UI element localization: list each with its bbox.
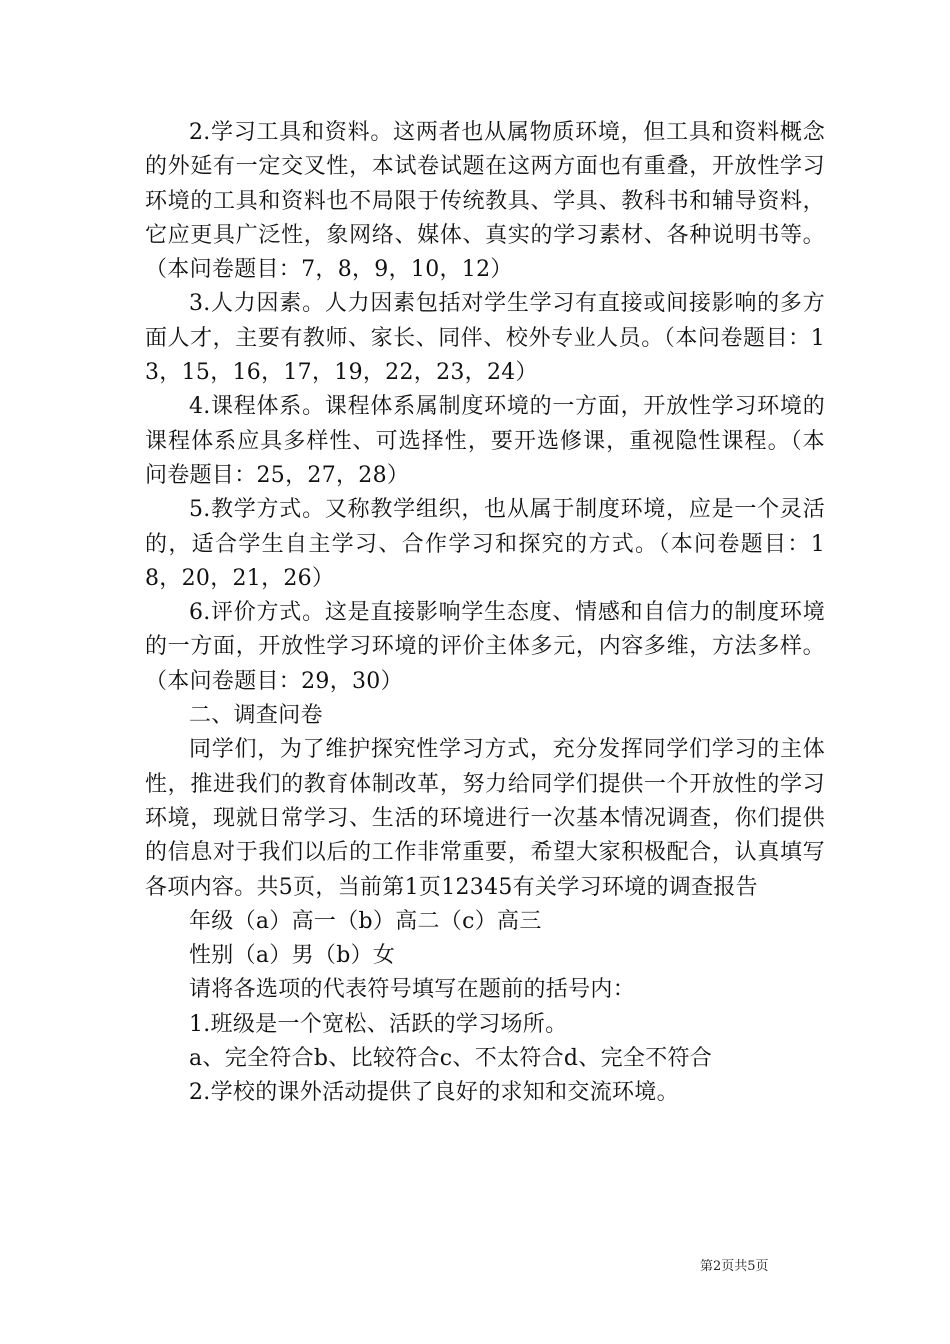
paragraph-human-factors: 3.人力因素。人力因素包括对学生学习有直接或间接影响的多方面人才，主要有教师、家长、同伴、校外专业人员。（本问卷题目：13，15，16，17，19，22，23，24）: [145, 291, 825, 386]
paragraph-teaching-method: 5.教学方式。又称教学组织，也从属于制度环境，应是一个灵活的，适合学生自主学习、合作学习和探究的方式。（本问卷题目：18，20，21，26）: [145, 497, 825, 591]
document-body: [145, 116, 825, 1111]
paragraph-tools-materials: 2.学习工具和资料。这两者也从属物质环境，但工具和资料概念的外延有一定交叉性，本试卷试题在这两方面也有重叠，开放性学习环境的工具和资料也不局限于传统教具、学具、教科书和辅导资料，它应更具广泛性，象网络、媒体、真实的学习素材、各种说明书等。（本问卷题目：7，8，9，10，12）: [145, 120, 825, 283]
page-number-footer: 第2页共5页: [700, 1259, 769, 1274]
paragraph-evaluation-method: 6.评价方式。这是直接影响学生态度、情感和自信力的制度环境的一方面，开放性学习环境的评价主体多元，内容多维，方法多样。（本问卷题目：29，30）: [145, 600, 825, 694]
paragraph-survey-intro: 同学们，为了维护探究性学习方式，充分发挥同学们学习的主体性，推进我们的教育体制改革，努力给同学们提供一个开放性的学习环境，现就日常学习、生活的环境进行一次基本情况调查，你们提供的信息对于我们以后的工作非常重要，希望大家积极配合，认真填写各项内容。共5页，当前第1页12345有关学习环境的调查报告: [145, 737, 825, 900]
survey-question-1: 1.班级是一个宽松、活跃的学习场所。: [189, 1011, 568, 1037]
survey-gender-line: 性别（a）男（b）女: [189, 943, 396, 969]
section-heading-survey: 二、调查问卷: [189, 703, 323, 729]
survey-question-2: 2.学校的课外活动提供了良好的求知和交流环境。: [189, 1080, 679, 1106]
survey-options-1: a、完全符合b、比较符合c、不太符合d、完全不符合: [189, 1046, 713, 1072]
survey-instruction-line: 请将各选项的代表符号填写在题前的括号内：: [189, 977, 636, 1003]
survey-grade-line: 年级（a）高一（b）高二（c）高三: [189, 908, 542, 934]
paragraph-curriculum: 4.课程体系。课程体系属制度环境的一方面，开放性学习环境的课程体系应具多样性、可选择性，要开选修课，重视隐性课程。（本问卷题目：25，27，28）: [145, 394, 825, 488]
